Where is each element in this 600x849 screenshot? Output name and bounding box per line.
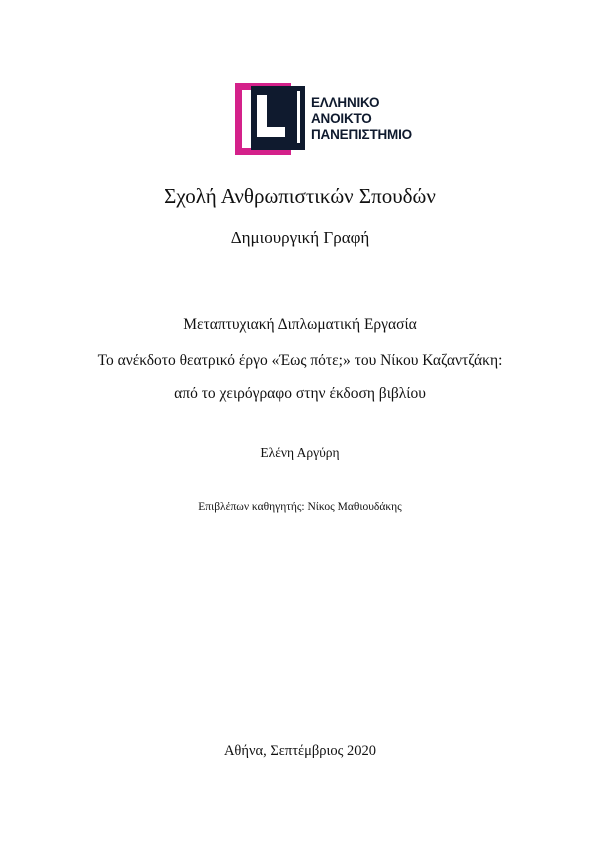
author-name: Ελένη Αργύρη bbox=[260, 445, 340, 460]
school-name: Σχολή Ανθρωπιστικών Σπουδών bbox=[164, 184, 436, 208]
supervisor: Επιβλέπων καθηγητής: Νίκος Μαθιουδάκης bbox=[198, 501, 402, 513]
program-name: Δημιουργική Γραφή bbox=[230, 228, 370, 247]
university-logo bbox=[235, 83, 435, 155]
logo-line-2: ΑΝΟΙΚΤΟ bbox=[311, 111, 372, 126]
logo-wordmark bbox=[311, 95, 412, 143]
university-emblem-icon bbox=[235, 83, 307, 155]
thesis-title-line-2: από το χειρόγραφο στην έκδοση βιβλίου bbox=[174, 385, 426, 402]
place-and-date: Αθήνα, Σεπτέμβριος 2020 bbox=[223, 743, 377, 759]
logo-line-3: ΠΑΝΕΠΙΣΤΗΜΙΟ bbox=[311, 127, 412, 142]
thesis-title-line-1: Το ανέκδοτο θεατρικό έργο «Έως πότε;» του Νίκου Καζαντζάκη: bbox=[97, 352, 503, 369]
thesis-type: Μεταπτυχιακή Διπλωματική Εργασία bbox=[183, 316, 417, 333]
logo-line-1: ΕΛΛΗΝΙΚΟ bbox=[311, 95, 380, 110]
